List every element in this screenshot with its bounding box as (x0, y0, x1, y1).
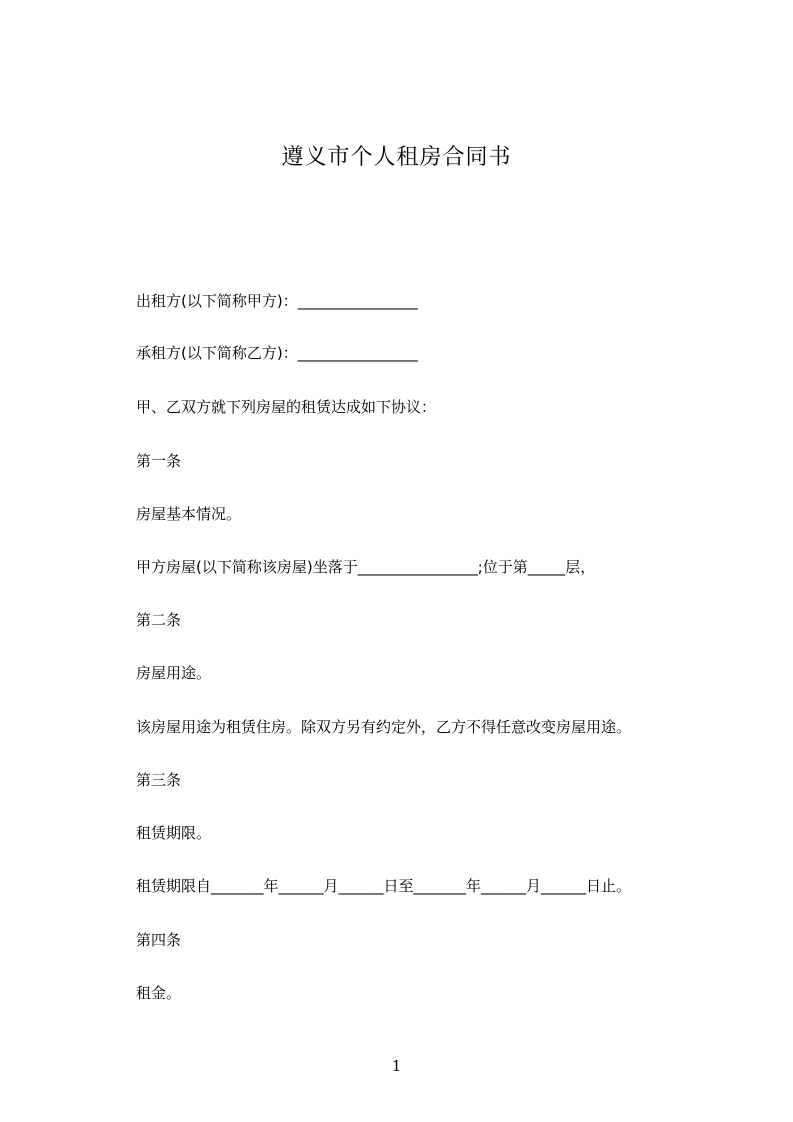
article-4-subject: 租金。 (136, 984, 182, 1002)
article-3-subject: 租赁期限。 (136, 824, 212, 842)
article-4-heading: 第四条 (136, 931, 182, 949)
article-3-text: 租赁期限自_______年______月______日至_______年______月______日止。 (136, 877, 632, 895)
article-2-text: 该房屋用途为租赁住房。除双方另有约定外，乙方不得任意改变房屋用途。 (136, 718, 632, 736)
article-1-text: 甲方房屋(以下简称该房屋)坐落于________________;位于第_____层， (136, 558, 596, 576)
lessor-line: 出租方(以下简称甲方)：________________ (136, 292, 418, 310)
page-number: 1 (391, 1057, 402, 1075)
article-2-heading: 第二条 (136, 611, 182, 629)
lessee-line: 承租方(以下简称乙方)：________________ (136, 344, 418, 362)
article-1-heading: 第一条 (136, 452, 182, 470)
article-1-subject: 房屋基本情况。 (136, 505, 242, 523)
document-title: 遵义市个人租房合同书 (281, 145, 512, 170)
article-2-subject: 房屋用途。 (136, 664, 212, 682)
article-3-heading: 第三条 (136, 771, 182, 789)
agreement-intro: 甲、乙双方就下列房屋的租赁达成如下协议： (136, 398, 437, 416)
